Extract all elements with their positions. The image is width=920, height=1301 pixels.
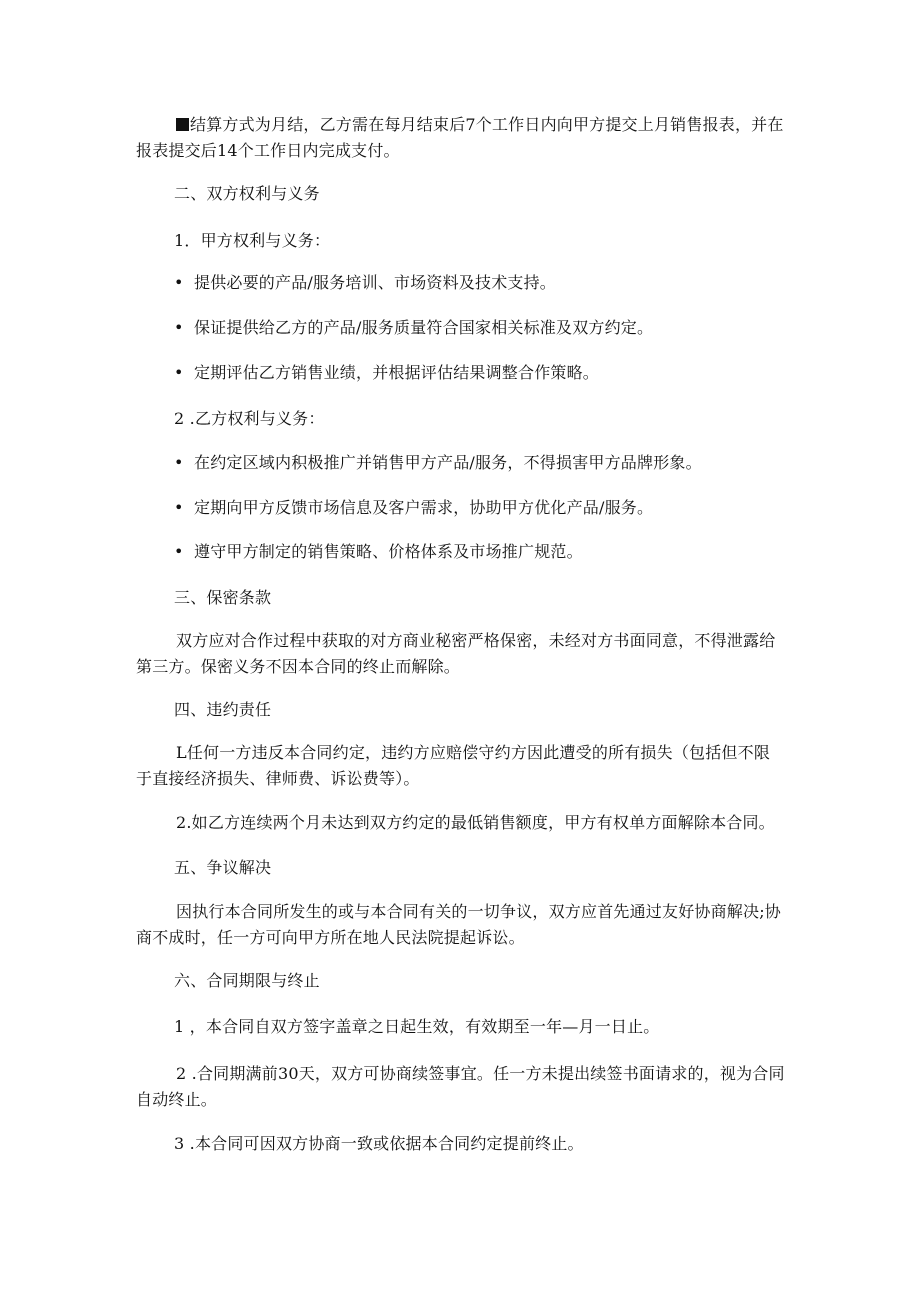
party-a-item-1: • 提供必要的产品/服务培训、市场资料及技术支持。 bbox=[174, 270, 784, 296]
bullet-dot-icon: • bbox=[174, 542, 184, 561]
section-6-item-3: 3 .本合同可因双方协商一致或依据本合同约定提前终止。 bbox=[174, 1134, 584, 1153]
bullet-dot-icon: • bbox=[174, 498, 184, 517]
square-bullet-icon bbox=[176, 118, 189, 131]
section-6-item-1: 1 ，本合同自双方签字盖章之日起生效，有效期至一年—月一日止。 bbox=[174, 1017, 660, 1036]
bullet-dot-icon: • bbox=[174, 453, 184, 472]
bullet-dot-icon: • bbox=[174, 363, 184, 382]
section-6-heading: 六、合同期限与终止 bbox=[174, 971, 320, 990]
party-b-item-1: • 在约定区域内积极推广并销售甲方产品/服务，不得损害甲方品牌形象。 bbox=[174, 450, 784, 476]
party-a-item-2: • 保证提供给乙方的产品/服务质量符合国家相关标准及双方约定。 bbox=[174, 315, 784, 341]
settlement-text: 结算方式为月结，乙方需在每月结束后7个工作日内向甲方提交上月销售报表，并在报表提交后14个工作日内完成支付。 bbox=[136, 115, 784, 160]
party-a-item-3: • 定期评估乙方销售业绩，并根据评估结果调整合作策略。 bbox=[174, 360, 784, 386]
section-4-item-2: 2.如乙方连续两个月未达到双方约定的最低销售额度，甲方有权单方面解除本合同。 bbox=[176, 813, 775, 832]
section-5-body: 因执行本合同所发生的或与本合同有关的一切争议，双方应首先通过友好协商解决;协商不成时，任一方可向甲方所在地人民法院提起诉讼。 bbox=[136, 902, 781, 947]
section-4-item-1: L任何一方违反本合同约定，违约方应赔偿守约方因此遭受的所有损失（包括但不限于直接经济损失、律师费、诉讼费等）。 bbox=[136, 743, 771, 788]
section-4-heading: 四、违约责任 bbox=[174, 700, 272, 719]
section-6-item-2: 2 .合同期满前30天，双方可协商续签事宜。任一方未提出续签书面请求的，视为合同自动终止。 bbox=[136, 1064, 785, 1109]
party-b-item-2: • 定期向甲方反馈市场信息及客户需求，协助甲方优化产品/服务。 bbox=[174, 495, 784, 521]
bullet-dot-icon: • bbox=[174, 273, 184, 292]
section-2-heading: 二、双方权利与义务 bbox=[174, 184, 320, 203]
section-5-heading: 五、争议解决 bbox=[174, 858, 272, 877]
section-3-body: 双方应对合作过程中获取的对方商业秘密严格保密，未经对方书面同意，不得泄露给第三方。保密义务不因本合同的终止而解除。 bbox=[136, 631, 776, 676]
bullet-dot-icon: • bbox=[174, 318, 184, 337]
settlement-paragraph bbox=[136, 112, 786, 164]
section-3-heading: 三、保密条款 bbox=[174, 588, 272, 607]
party-b-label: 2 .乙方权利与义务： bbox=[174, 409, 325, 428]
party-b-item-3: • 遵守甲方制定的销售策略、价格体系及市场推广规范。 bbox=[174, 539, 784, 565]
party-a-label: 1．甲方权利与义务： bbox=[174, 231, 331, 250]
